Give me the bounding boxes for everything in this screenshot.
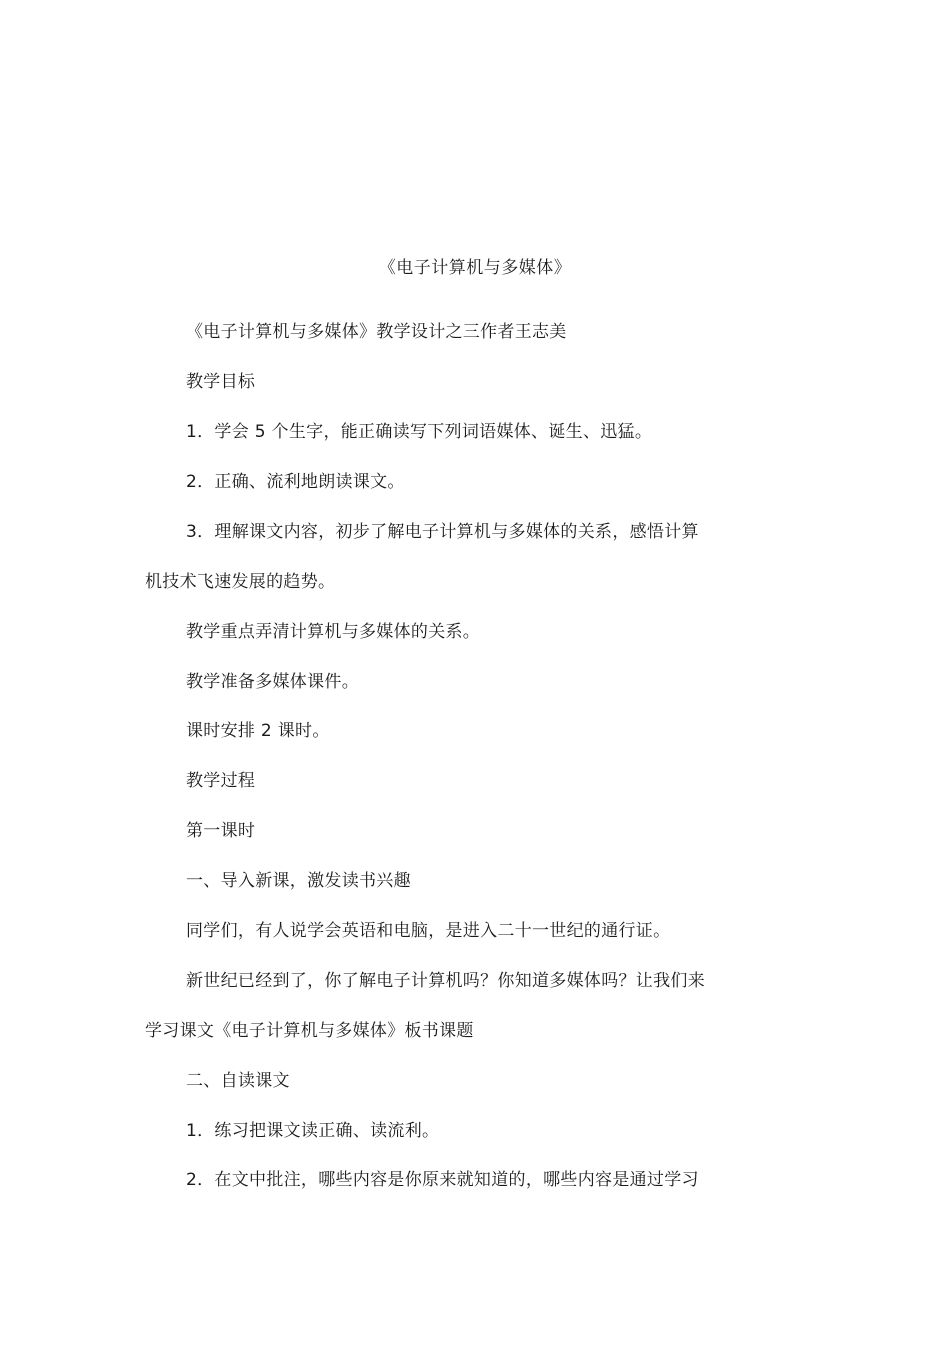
paragraph-line: 1．学会 5 个生字，能正确读写下列词语媒体、诞生、迅猛。 — [186, 422, 653, 442]
paragraph-line: 1．练习把课文读正确、读流利。 — [186, 1121, 440, 1141]
paragraph-line: 教学重点弄清计算机与多媒体的关系。 — [186, 622, 481, 642]
paragraph-line: 教学目标 — [186, 372, 256, 392]
paragraph-line: 学习课文《电子计算机与多媒体》板书课题 — [145, 1021, 474, 1041]
paragraph-line: 《电子计算机与多媒体》教学设计之三作者王志美 — [186, 322, 567, 342]
paragraph-line: 教学准备多媒体课件。 — [186, 672, 359, 692]
paragraph-line: 2．在文中批注，哪些内容是你原来就知道的，哪些内容是通过学习 — [186, 1170, 699, 1190]
paragraph-line: 第一课时 — [186, 821, 256, 841]
paragraph-line: 二、自读课文 — [186, 1071, 290, 1091]
paragraph-line: 一、导入新课，激发读书兴趣 — [186, 871, 411, 891]
paragraph-line: 课时安排 2 课时。 — [186, 721, 330, 741]
paragraph-line: 同学们，有人说学会英语和电脑，是进入二十一世纪的通行证。 — [186, 921, 671, 941]
paragraph-line: 教学过程 — [186, 771, 256, 791]
document-title: 《电子计算机与多媒体》 — [378, 258, 572, 278]
paragraph-line: 新世纪已经到了，你了解电子计算机吗？你知道多媒体吗？让我们来 — [186, 971, 705, 991]
paragraph-line: 2．正确、流利地朗读课文。 — [186, 472, 405, 492]
paragraph-line: 机技术飞速发展的趋势。 — [145, 572, 336, 592]
paragraph-line: 3．理解课文内容，初步了解电子计算机与多媒体的关系，感悟计算 — [186, 522, 699, 542]
